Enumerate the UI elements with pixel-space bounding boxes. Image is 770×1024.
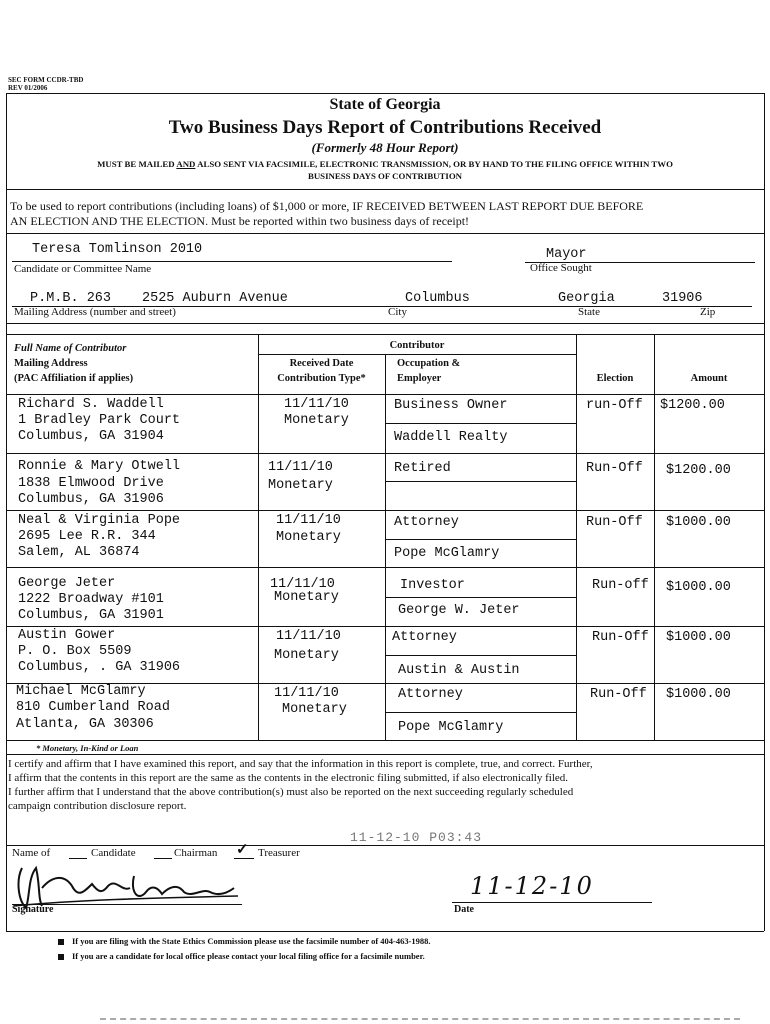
contributor-name: Richard S. Waddell (18, 397, 164, 412)
filing-notice: MUST BE MAILED AND ALSO SENT VIA FACSIMILE, ELECTRONIC TRANSMISSION, OR BY HAND TO THE FILING OFFICE WITHIN TWO BUSINESS DAYS OF CONTRIBUTION (97, 159, 673, 181)
contributor-city: Columbus, . GA 31906 (18, 660, 181, 675)
signature-label: Signature (12, 904, 54, 915)
office-sought-value: Mayor (546, 247, 587, 262)
contribution-type: Monetary (276, 530, 341, 545)
occupation: Attorney (392, 630, 457, 645)
office-sought-label: Office Sought (530, 262, 592, 274)
city-value: Columbus (405, 291, 470, 306)
received-date: 11/11/10 (284, 397, 349, 412)
received-date: 11/11/10 (274, 686, 339, 701)
state-label: State (578, 306, 600, 318)
instructions: To be used to report contributions (including loans) of $1,000 or more, IF RECEIVED BETWEEN LAST REPORT DUE BEFORE AN ELECTION AND THE ELECTION. Must be reported within two business days of receipt! (10, 199, 644, 228)
form-revision: REV 01/2006 (8, 84, 48, 92)
contributor-address: P. O. Box 5509 (18, 644, 132, 659)
employer: Pope McGlamry (394, 546, 500, 561)
employer: George W. Jeter (398, 603, 520, 618)
contributor-name: Ronnie & Mary Otwell (18, 459, 181, 474)
role-chairman: Chairman (174, 847, 218, 859)
contributor-name: Austin Gower (18, 628, 116, 643)
contributor-address: 1222 Broadway #101 (18, 592, 164, 607)
contributor-name: Michael McGlamry (16, 684, 146, 699)
received-date: 11/11/10 (276, 513, 341, 528)
page-subtitle: (Formerly 48 Hour Report) (311, 140, 459, 155)
occupation: Investor (400, 578, 465, 593)
contribution-type: Monetary (282, 702, 347, 717)
role-candidate: Candidate (91, 847, 136, 859)
election: Run-Off (592, 630, 649, 645)
contribution-type: Monetary (274, 590, 339, 605)
contributor-city: Salem, AL 36874 (18, 545, 140, 560)
amount: $1000.00 (666, 687, 731, 702)
header-contributor-group: Contributor (389, 340, 445, 351)
contributor-city: Atlanta, GA 30306 (16, 717, 154, 732)
amount: $1200.00 (666, 463, 731, 478)
header-election: Election (596, 373, 634, 384)
page-title: Two Business Days Report of Contributions Received (168, 117, 602, 138)
state-value: Georgia (558, 291, 615, 306)
contributor-city: Columbus, GA 31904 (18, 429, 164, 444)
zip-label: Zip (700, 306, 716, 318)
note-state-ethics-fax: If you are filing with the State Ethics Commission please use the facsimile number of 404-463-1988. (58, 936, 431, 946)
header-occupation-employer: Occupation & Employer (397, 358, 461, 384)
contribution-type: Monetary (284, 413, 349, 428)
contribution-type-footnote: * Monetary, In-Kind or Loan (36, 743, 139, 753)
city-label: City (388, 306, 407, 318)
bullet-icon (58, 939, 64, 945)
candidate-name-value: Teresa Tomlinson 2010 (32, 242, 203, 257)
contributor-address: 1 Bradley Park Court (18, 413, 181, 428)
name-of-label: Name of (12, 847, 51, 859)
election: Run-off (592, 578, 649, 593)
role-treasurer: Treasurer (258, 847, 300, 859)
occupation: Retired (394, 461, 451, 476)
received-date: 11/11/10 (276, 629, 341, 644)
header-contributor-name: Full Name of Contributor Mailing Address (PAC Affiliation if applies) (14, 343, 134, 384)
occupation: Business Owner (394, 398, 508, 413)
certification-text: I certify and affirm that I have examined this report, and say that the information in this report is complete, true, and correct. Further, I affirm that the contents in this report are the same as the contents in the electronic filing submitted, if also electronically filed. I further affirm that I understand that the above contribution(s) must also be reported on the next succeeding regularly scheduled campaign contribution disclosure report. (8, 758, 593, 812)
contribution-type: Monetary (274, 648, 339, 663)
occupation: Attorney (394, 515, 459, 530)
election: Run-Off (586, 461, 643, 476)
contributor-address: 2695 Lee R.R. 344 (18, 529, 156, 544)
amount: $1000.00 (666, 630, 731, 645)
received-date: 11/11/10 (270, 577, 335, 592)
mailing-address-pmb: P.M.B. 263 (30, 291, 112, 306)
amount: $1200.00 (660, 398, 725, 413)
amount: $1000.00 (666, 580, 731, 595)
header-amount: Amount (690, 373, 728, 384)
mailing-address-street: 2525 Auburn Avenue (142, 291, 288, 306)
contributor-city: Columbus, GA 31901 (18, 608, 164, 623)
bullet-icon (58, 954, 64, 960)
contributor-address: 1838 Elmwood Drive (18, 476, 164, 491)
signature-date-value: 11-12-10 (470, 872, 594, 900)
election: Run-Off (590, 687, 647, 702)
header-received-date: Received Date Contribution Type* (277, 358, 366, 384)
received-timestamp: 11-12-10 P03:43 (350, 830, 483, 845)
zip-value: 31906 (662, 291, 703, 306)
contributor-city: Columbus, GA 31906 (18, 492, 164, 507)
contribution-type: Monetary (268, 478, 333, 493)
state-heading: State of Georgia (329, 96, 441, 113)
employer: Waddell Realty (394, 430, 508, 445)
election: run-Off (586, 398, 643, 413)
employer: Pope McGlamry (398, 720, 504, 735)
employer: Austin & Austin (398, 663, 520, 678)
occupation: Attorney (398, 687, 463, 702)
form-id: SEC FORM CCDR-TBD (8, 76, 84, 84)
contributor-address: 810 Cumberland Road (16, 700, 170, 715)
amount: $1000.00 (666, 515, 731, 530)
date-label: Date (454, 904, 474, 915)
election: Run-Off (586, 515, 643, 530)
mailing-address-label: Mailing Address (number and street) (14, 306, 176, 318)
contributor-name: Neal & Virginia Pope (18, 513, 181, 528)
note-local-office-fax: If you are a candidate for local office please contact your local filing office for a facsimile number. (58, 951, 425, 961)
candidate-name-label: Candidate or Committee Name (14, 263, 152, 275)
contributor-name: George Jeter (18, 576, 116, 591)
received-date: 11/11/10 (268, 460, 333, 475)
scan-edge-artifact (100, 1018, 740, 1020)
treasurer-checkmark: ✓ (236, 842, 249, 858)
